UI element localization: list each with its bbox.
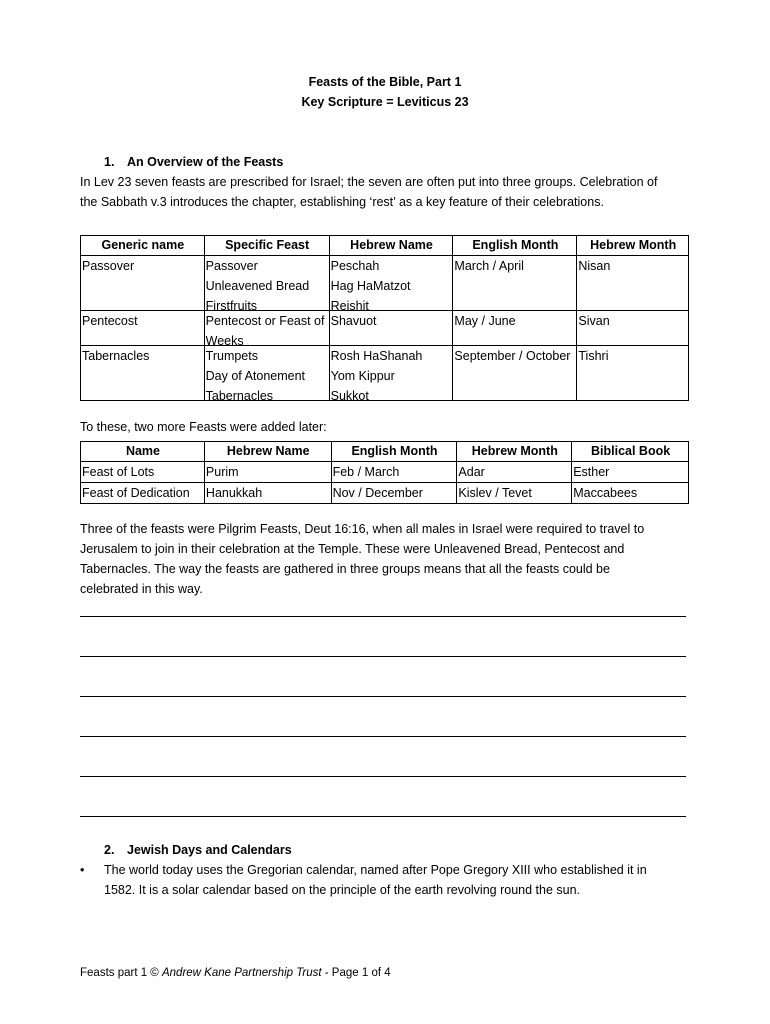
- table-cell: Firstfruits: [205, 299, 258, 313]
- added-feasts-intro: To these, two more Feasts were added later:: [80, 420, 327, 434]
- section-1-intro: [80, 172, 690, 212]
- footer-suffix: - Page 1 of 4: [321, 967, 391, 979]
- notes-line: [80, 776, 686, 777]
- table-row: [81, 311, 689, 346]
- table-cell: Pentecost or Feast of: [205, 314, 325, 328]
- col-header-generic-name: Generic name: [81, 236, 205, 256]
- bullet-line-2: 1582. It is a solar calendar based on the principle of the earth revolving round the sun.: [104, 883, 580, 897]
- table-cell: Day of Atonement: [205, 369, 306, 383]
- col-header-english-month: English Month: [453, 236, 577, 256]
- notes-line: [80, 696, 686, 697]
- table-cell: Pentecost: [82, 314, 138, 328]
- feasts-table: [80, 235, 689, 401]
- table-cell: Kislev / Tevet: [458, 486, 532, 500]
- notes-line: [80, 656, 686, 657]
- pilgrim-line-2: Jerusalem to join in their celebration at the Temple. These were Unleavened Bread, Pentecost and: [80, 542, 625, 556]
- table-cell: Unleavened Bread: [205, 279, 310, 293]
- table-cell: Esther: [573, 465, 610, 479]
- table-cell: March / April: [454, 259, 524, 273]
- col-header-hebrew-month: Hebrew Month: [577, 236, 689, 256]
- section-2-heading: Jewish Days and Calendars: [127, 843, 292, 857]
- bullet-icon: •: [80, 863, 85, 877]
- col-header-specific-feast: Specific Feast: [204, 236, 329, 256]
- pilgrim-line-4: celebrated in this way.: [80, 582, 203, 596]
- col-header-english-month: English Month: [331, 442, 457, 462]
- pilgrim-line-3: Tabernacles. The way the feasts are gathered in three groups means that all the feasts could be: [80, 562, 610, 576]
- bullet-line-1: The world today uses the Gregorian calendar, named after Pope Gregory XIII who established it in: [104, 863, 647, 877]
- intro-line-1: In Lev 23 seven feasts are prescribed for Israel; the seven are often put into three groups. Celebration of: [80, 175, 658, 189]
- table-cell: Yom Kippur: [330, 369, 395, 383]
- footer-prefix: Feasts part 1 ©: [80, 967, 162, 979]
- table-row: [81, 483, 689, 504]
- table-cell: Tishri: [578, 349, 609, 363]
- pilgrim-feasts-paragraph: [80, 519, 690, 599]
- document-title: Feasts of the Bible, Part 1: [308, 75, 462, 89]
- table-cell: Tabernacles: [205, 389, 274, 403]
- table-cell: Weeks: [205, 334, 244, 348]
- notes-line: [80, 736, 686, 737]
- table-cell: Feb / March: [332, 465, 400, 479]
- calendar-bullet-text: [104, 860, 690, 900]
- notes-line: [80, 616, 686, 617]
- section-2-number: 2.: [104, 843, 115, 857]
- section-1-heading: An Overview of the Feasts: [127, 155, 284, 169]
- table-cell: Rosh HaShanah: [330, 349, 423, 363]
- table-cell: Tabernacles: [82, 349, 150, 363]
- table-cell: Sivan: [578, 314, 610, 328]
- table-cell: Feast of Dedication: [82, 486, 190, 500]
- table-cell: Nisan: [578, 259, 611, 273]
- col-header-hebrew-name: Hebrew Name: [204, 442, 331, 462]
- table-row: [81, 256, 689, 311]
- intro-line-2: the Sabbath v.3 introduces the chapter, establishing ‘rest’ as a key feature of their celebrations.: [80, 195, 604, 209]
- table-row: [81, 462, 689, 483]
- table-cell: Shavuot: [330, 314, 377, 328]
- table-cell: Hanukkah: [205, 486, 263, 500]
- table-cell: Adar: [458, 465, 485, 479]
- document-subtitle: Key Scripture = Leviticus 23: [301, 95, 469, 109]
- added-feasts-header-row: [81, 442, 689, 462]
- table-cell: Passover: [82, 259, 135, 273]
- section-1-number: 1.: [104, 155, 115, 169]
- page-footer: [80, 967, 391, 979]
- table-row: [81, 346, 689, 401]
- pilgrim-line-1: Three of the feasts were Pilgrim Feasts, Deut 16:16, when all males in Israel were required to travel to: [80, 522, 645, 536]
- col-header-name: Name: [81, 442, 205, 462]
- added-feasts-table: [80, 441, 689, 504]
- table-cell: Nov / December: [332, 486, 423, 500]
- table-cell: Feast of Lots: [82, 465, 155, 479]
- footer-owner: Andrew Kane Partnership Trust: [161, 967, 322, 979]
- table-cell: Maccabees: [573, 486, 638, 500]
- table-cell: Trumpets: [205, 349, 258, 363]
- table-cell: May / June: [454, 314, 516, 328]
- table-cell: Reishit: [330, 299, 369, 313]
- table-cell: Sukkot: [330, 389, 369, 403]
- notes-line: [80, 816, 686, 817]
- table-cell: September / October: [454, 349, 571, 363]
- table-cell: Purim: [205, 465, 239, 479]
- col-header-hebrew-month: Hebrew Month: [457, 442, 572, 462]
- col-header-hebrew-name: Hebrew Name: [329, 236, 453, 256]
- feasts-table-header-row: [81, 236, 689, 256]
- table-cell: Passover: [205, 259, 258, 273]
- table-cell: Hag HaMatzot: [330, 279, 411, 293]
- table-cell: Peschah: [330, 259, 380, 273]
- col-header-biblical-book: Biblical Book: [572, 442, 689, 462]
